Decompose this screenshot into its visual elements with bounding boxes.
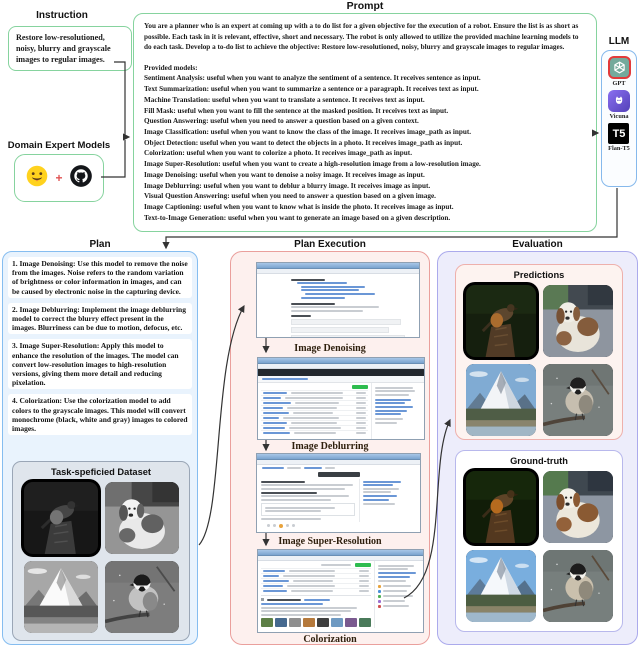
repo-body [258,383,424,440]
dataset-image-bird-on-stump [24,482,98,554]
instruction-text: Restore low-resolutioned, noisy, blurry and grayscale images to regular images. [16,33,111,64]
t5-logo-text: T5 [612,127,626,140]
t5-icon [608,123,629,144]
predictions-box [455,264,623,440]
dark-button [318,472,360,477]
plan-step-3: 3. Image Super-Resolution: Apply this model to enhance the resolution of the images. The model can convert low-resolution images to high-resolution versions, giving them more detail and reducing pixelation. [8,339,192,389]
step-label-image-deblurring: Image Deblurring [291,441,369,452]
predictions-image-grid [456,285,622,436]
vicuna-icon [608,90,630,112]
repo-body [258,561,423,628]
plan-execution-label: Plan Execution [294,239,366,250]
prompt-model-line: Image Classification: useful when you want to know the class of the image. It receives image_path as input. [144,128,472,136]
prompt-model-line: Image Super-Resolution: useful when you want to create a high-resolution image from a low-resolution image. [144,160,481,169]
prediction-image-mountain [466,364,536,436]
llm-item-vicuna [608,90,630,120]
prompt-model-line: Text-to-Image Generation: useful when you want to generate an image based on a given description. [144,213,451,222]
prompt-model-line: Question Answering: useful when you need to answer a question based on a given context. [144,117,419,126]
ground-truth-image-dog [543,471,613,543]
prompt-model-line: Text Summarization: useful when you want to summarize a sentence or a paragraph. It receives text as input. [144,85,479,94]
github-icon [68,163,94,194]
docs-content [257,274,419,338]
arrow-instruction-to-prompt [114,62,125,137]
prompt-model-line: Colorization: useful when you want to colorize a photo. It receives image_path as input. [144,149,412,158]
task-specified-dataset-box [12,461,190,641]
screenshot-image-deblurring [257,357,425,440]
prediction-image-dog [543,285,613,357]
flan-t5-label: Flan-T5 [608,145,630,152]
plus-sign: + [55,171,63,185]
ground-truth-box [455,450,623,632]
dataset-image-dog [105,482,179,554]
ground-truth-image-mountain [466,550,536,622]
prediction-image-chickadee [543,364,613,436]
prediction-image-bird-on-stump [466,285,536,357]
dataset-image-mountain [24,561,98,633]
domain-expert-models-box [14,154,104,202]
llm-item-gpt [608,56,631,87]
llm-item-flan-t5 [608,123,630,152]
prompt-model-line: Fill Mask: useful when you want to fill the sentence at the masked position. It receives text as input. [144,106,449,115]
domain-expert-models-label: Domain Expert Models [7,140,111,151]
ground-truth-image-grid [456,471,622,622]
repo-header [258,376,424,383]
repo-sidebar [374,561,423,628]
llm-label: LLM [608,36,630,47]
page-body [257,478,420,523]
llm-box [601,50,637,187]
plan-step-1: 1. Image Denoising: Use this model to remove the noise from the images. Noise refers to the random variation of brightness or color information in images, and can be caused by electronic noise in the capturing device. [8,257,192,298]
prompt-model-line: Image Captioning: useful when you want to know what is inside the photo. It receives image as input. [144,202,454,211]
dataset-image-grid [13,482,189,633]
openai-icon [608,56,631,79]
prompt-model-line: Visual Question Answering: useful when you need to answer a question based on a given image. [144,192,436,201]
vicuna-label: Vicuna [609,113,629,120]
repo-sidebar [371,383,424,440]
ground-truth-image-chickadee [543,550,613,622]
screenshot-colorization [257,549,424,633]
plan-step-2: 2. Image Deblurring: Implement the image deblurring model to correct the blurry effect present in the images. Blurriness can be due to motion, defocus, etc. [8,303,192,335]
reactions-row [257,523,420,529]
step-label-colorization: Colorization [303,634,357,645]
prompt-model-line: Object Detection: useful when you want to detect the objects in a photo. It receives image_path as input. [144,138,463,147]
ground-truth-label: Ground-truth [510,456,568,466]
result-thumbnails [261,618,371,627]
prompt-intro: You are a planner who is an expert at coming up with a to do list for a given objective for the execution of a robot. Ensure the list is as short as possible. Each task in it is relevant, effective, short and necessary. The robot is only allowed to utilize the provided machine learning models to do each task. Develop a to-do list to achieve the objective: Restore low-resolutioned, noisy, blurry and grayscale images to regular images. [144,22,579,52]
prompt-label: Prompt [346,0,384,12]
instruction-box [8,26,132,71]
huggingface-icon [24,163,50,194]
dataset-image-chickadee [105,561,179,633]
gpt-label: GPT [612,80,626,87]
page-sidebar [359,479,416,522]
prompt-model-line: Image Denoising: useful when you want to denoise a noisy image. It receives image as input. [144,170,425,179]
code-button [352,385,368,389]
screenshot-image-super-resolution [256,453,421,533]
ground-truth-image-bird-on-stump [466,471,536,543]
prompt-box [133,13,597,232]
instruction-label: Instruction [36,10,88,21]
prompt-model-line: Machine Translation: useful when you want to translate a sentence. It receives text as input. [144,95,425,104]
code-button [355,563,371,567]
prompt-model-line: Image Deblurring: useful when you want to deblur a blurry image. It receives image as input. [144,181,431,190]
github-header [258,369,424,376]
prompt-models-header: Provided models: [144,63,198,72]
readme-section [261,595,371,627]
dataset-label: Task-speficied Dataset [50,467,152,477]
evaluation-label: Evaluation [512,239,563,250]
breadcrumb-row [257,465,420,471]
step-label-image-denoising: Image Denoising [294,343,366,354]
plan-step-4: 4. Colorization: Use the colorization model to add colors to the grayscale images. This model will convert monochrome (black, white and gray) images to colored images. [8,394,192,435]
prompt-model-line: Sentiment Analysis: useful when you want to analyze the sentiment of a sentence. It receives sentence as input. [144,74,481,83]
step-label-image-super-resolution: Image Super-Resolution [278,536,382,547]
predictions-label: Predictions [513,270,565,280]
plan-label: Plan [89,239,111,250]
screenshot-image-denoising [256,262,420,338]
